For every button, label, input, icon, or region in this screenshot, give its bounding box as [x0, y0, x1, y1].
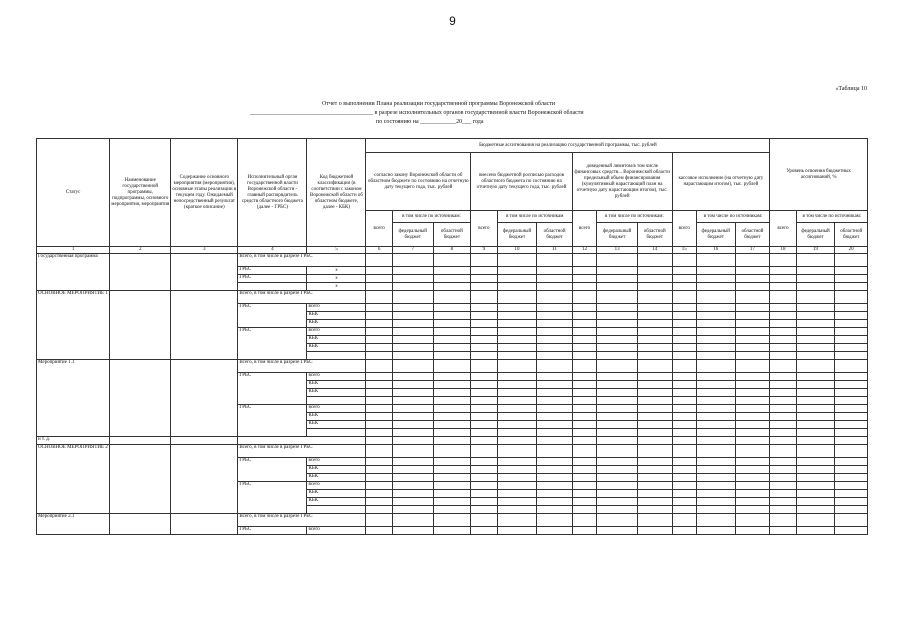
header-incl: в том числе по источникам:	[597, 211, 672, 223]
header-cash: кассовое исполнение (на отчетную дату нарастающим итогом), тыс. рублей	[672, 153, 770, 211]
header-law: согласно закону Воронежской области об областном бюджете по состоянию на отчетную дату текущего года, тыс. рублей	[366, 153, 471, 211]
row-kbk: всего	[307, 405, 366, 413]
column-number: 12	[572, 247, 596, 254]
row-kbk: КБК	[307, 474, 366, 482]
row-kbk: всего	[307, 458, 366, 466]
header-federal: федеральный бюджет	[696, 223, 735, 247]
header-incl: в том числе по источникам:	[696, 211, 769, 223]
column-number: 13	[597, 247, 638, 254]
table-row	[37, 360, 868, 373]
header-budget-group: Бюджетные ассигнования на реализацию государственной программы, тыс. рублей	[366, 139, 770, 153]
column-number: 2	[110, 247, 171, 254]
row-status: ОСНОВНОЕ МЕРОПРИЯТИЕ 2	[37, 445, 110, 514]
row-kbk: КБК	[307, 466, 366, 474]
column-number: 14	[637, 247, 672, 254]
column-number: 15	[672, 247, 696, 254]
header-executor: Исполнительный орган государственной власти Воронежской области - главный распорядитель средств областного бюджета (далее - ГРБС)	[238, 139, 307, 247]
row-grbs: ГРБС	[238, 527, 307, 535]
header-federal: федеральный бюджет	[392, 223, 433, 247]
row-kbk: КБК	[307, 413, 366, 421]
header-total: всего	[770, 211, 796, 247]
row-executor: Всего, в том числе в разрезе ГРБС	[238, 445, 366, 458]
row-kbk: всего	[307, 304, 366, 312]
row-kbk: КБК	[307, 389, 366, 397]
row-grbs: ГРБС	[238, 373, 307, 405]
title-line-1: Отчет о выполнении Плана реализации государственной программы Воронежской области	[322, 101, 556, 107]
header-federal: федеральный бюджет	[796, 223, 835, 247]
header-content: Содержание основного мероприятия (мероприятия), основные этапы реализации в текущем году. Ожидаемый непосредственный результат (краткое описание)	[171, 139, 238, 247]
column-number: 3	[171, 247, 238, 254]
column-number: 5	[307, 247, 366, 254]
row-executor: Всего, в том числе в разрезе ГРБС	[238, 360, 366, 373]
header-regional: областной бюджет	[835, 223, 868, 247]
column-number: 1	[37, 247, 110, 254]
table-row	[37, 445, 868, 458]
row-kbk: КБК	[307, 490, 366, 498]
header-regional: областной бюджет	[433, 223, 471, 247]
row-grbs: ГРБС	[238, 482, 307, 514]
column-number: 9	[471, 247, 497, 254]
row-kbk: всего	[307, 482, 366, 490]
column-number: 11	[537, 247, 573, 254]
row-kbk: КБК	[307, 381, 366, 389]
column-number: 19	[796, 247, 835, 254]
row-executor: Всего, в том числе в разрезе ГРБС	[238, 254, 366, 267]
table-row	[37, 254, 868, 267]
title-line-3: по состоянию на ____________20___ года	[376, 119, 484, 125]
header-level: Уровень освоения бюджетных ассигнований, %	[770, 139, 868, 211]
row-executor: Всего, в том числе в разрезе ГРБС	[238, 291, 366, 304]
column-number: 18	[770, 247, 796, 254]
header-kbk: Код бюджетной классификации (в соответствии с законом Воронежской области об областном бюджете, далее - КБК)	[307, 139, 366, 247]
column-number: 20	[835, 247, 868, 254]
header-plan: внесено бюджетной росписью расходов областного бюджета по состоянию на отчетную дату текущего года, тыс. рублей	[471, 153, 573, 211]
row-status: ОСНОВНОЕ МЕРОПРИЯТИЕ 1	[37, 291, 110, 360]
header-total: всего	[366, 211, 392, 247]
column-number-row	[37, 247, 868, 254]
title-line-2: _________________________________________ в разрезе исполнительных органов государственной власти Воронежской области	[250, 110, 584, 116]
header-incl: в том числе по источникам:	[392, 211, 470, 223]
column-number: 16	[696, 247, 735, 254]
row-kbk: x	[307, 283, 366, 291]
column-number: 10	[497, 247, 537, 254]
row-kbk: x	[307, 275, 366, 283]
page-number: 9	[449, 14, 456, 28]
row-grbs: ГРБС	[238, 304, 307, 328]
table-label: «Таблица 10	[835, 86, 867, 92]
report-table	[36, 138, 868, 535]
row-kbk: КБК	[307, 421, 366, 429]
row-kbk: x	[307, 267, 366, 275]
table-row	[37, 291, 868, 304]
row-status: Государственная программа	[37, 254, 110, 291]
column-number: 8	[433, 247, 471, 254]
row-kbk: всего	[307, 373, 366, 381]
row-kbk: КБК	[307, 498, 366, 506]
column-number: 7	[392, 247, 433, 254]
column-number: 4	[238, 247, 307, 254]
row-kbk: всего	[307, 527, 366, 535]
header-regional: областной бюджет	[537, 223, 573, 247]
header-extra: доведенный лимитом/в том числе финансовых средств... Воронежской области предельный объем финансирования (кумулятивный нарастающий план на отчетную дату нарастающим итогом), тыс. рублей	[572, 153, 672, 211]
row-kbk: КБК	[307, 336, 366, 344]
row-status: Мероприятие 1.1	[37, 360, 110, 437]
row-kbk: всего	[307, 328, 366, 336]
table-row	[37, 437, 868, 445]
row-status: и т. д.	[37, 437, 110, 445]
row-grbs: ГРБС	[238, 458, 307, 482]
header-total: всего	[572, 211, 596, 247]
row-grbs: ГРБС	[238, 405, 307, 437]
header-total: всего	[672, 211, 696, 247]
row-grbs: ГРБС	[238, 328, 307, 360]
report-title	[250, 100, 680, 127]
header-incl: в том числе по источникам	[497, 211, 572, 223]
row-status: Мероприятие 2.1	[37, 514, 110, 535]
header-federal: федеральный бюджет	[497, 223, 537, 247]
header-name: Наименование государственной программы, подпрограммы, основного мероприятия, мероприятия	[110, 139, 171, 247]
header-federal: федеральный бюджет	[597, 223, 638, 247]
row-grbs: ГРБС	[238, 267, 307, 275]
header-incl: в том числе по источникам:	[796, 211, 867, 223]
row-kbk: КБК	[307, 312, 366, 320]
header-regional: областной бюджет	[637, 223, 672, 247]
column-number: 6	[366, 247, 392, 254]
row-executor: Всего, в том числе в разрезе ГРБС	[238, 514, 366, 527]
table-row	[37, 514, 868, 527]
header-total: всего	[471, 211, 497, 247]
header-status: Статус	[37, 139, 110, 247]
row-kbk: КБК	[307, 320, 366, 328]
column-number: 17	[735, 247, 770, 254]
row-grbs: ГРБС	[238, 275, 307, 283]
header-regional: областной бюджет	[735, 223, 770, 247]
row-kbk: КБК	[307, 344, 366, 352]
